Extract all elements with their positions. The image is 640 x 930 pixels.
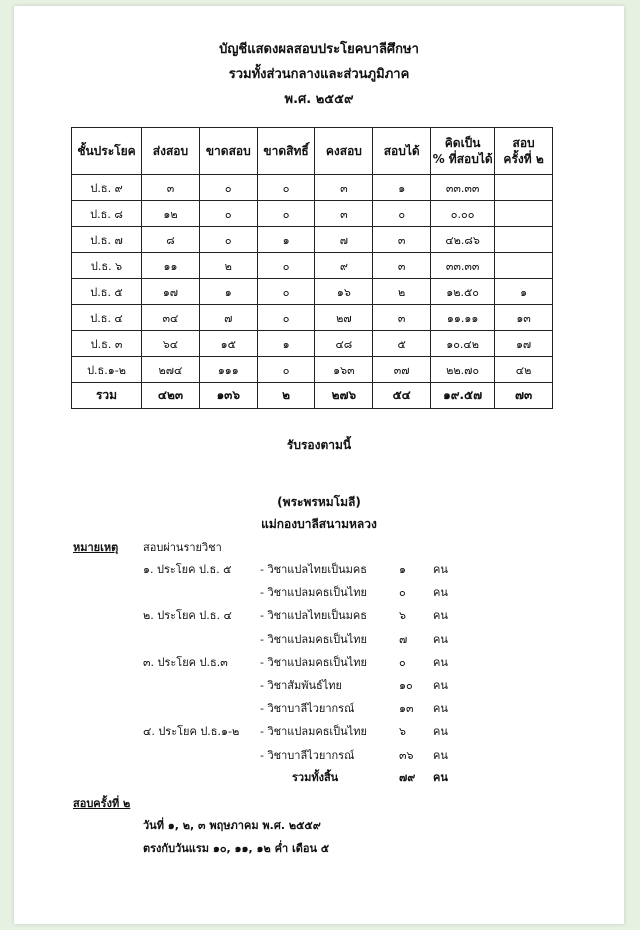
cell-passed: ๐ <box>373 201 431 227</box>
col-header-remaining: คงสอบ <box>315 128 373 175</box>
note-subject: - วิชาบาลีไวยากรณ์ <box>260 748 355 762</box>
note-unit: คน <box>433 632 448 646</box>
note-count: ๐ <box>399 586 406 600</box>
cell-total-percent: ๑๙.๕๗ <box>431 383 495 409</box>
note-subject: - วิชาสัมพันธ์ไทย <box>260 679 342 692</box>
note-count: ๑ <box>399 563 406 576</box>
col-header-disqualified: ขาดสิทธิ์ <box>257 128 315 175</box>
col-header-passed: สอบได้ <box>373 128 431 175</box>
document-page <box>14 6 624 924</box>
col-header-percent-line-1: คิดเป็น <box>444 136 481 150</box>
table-total-row <box>72 383 553 409</box>
cell-remaining: ๙ <box>315 253 373 279</box>
second-exam-lunar-date: ตรงกับวันแรม ๑๐, ๑๑, ๑๒ ค่ำ เดือน ๕ <box>143 842 330 855</box>
note-count: ๖ <box>399 609 406 623</box>
cell-absent: ๒ <box>199 253 257 279</box>
cell-disqualified: ๑ <box>257 331 315 357</box>
cell-level: ป.ธ. ๗ <box>72 227 142 253</box>
cell-remaining: ๓ <box>315 175 373 201</box>
cell-level: ป.ธ. ๓ <box>72 331 142 357</box>
cell-percent: ๒๒.๗๐ <box>431 357 495 383</box>
cell-total-remaining: ๒๗๖ <box>315 383 373 409</box>
cell-submitted: ๒๗๔ <box>142 357 200 383</box>
note-subject: - วิชาแปลไทยเป็นมคธ <box>260 563 367 576</box>
cell-passed: ๓ <box>373 253 431 279</box>
note-subject: - วิชาแปลไทยเป็นมคธ <box>260 609 367 623</box>
col-header-absent: ขาดสอบ <box>199 128 257 175</box>
cell-remaining: ๓ <box>315 201 373 227</box>
cell-remaining: ๒๗ <box>315 305 373 331</box>
col-header-second-line-1: สอบ <box>512 136 535 150</box>
cell-passed: ๓ <box>373 305 431 331</box>
col-header-percent-line-2: % ที่สอบได้ <box>432 152 493 166</box>
cell-second-exam: ๑๓ <box>495 305 553 331</box>
cell-absent: ๑ <box>199 279 257 305</box>
cell-disqualified: ๐ <box>257 175 315 201</box>
note-group: ๔. ประโยค ป.ธ.๑-๒ <box>143 725 240 739</box>
cell-percent: ๓๓.๓๓ <box>431 175 495 201</box>
note-group: ๑. ประโยค ป.ธ. ๕ <box>143 563 232 576</box>
table-row <box>72 305 553 331</box>
cell-percent: ๓๓.๓๓ <box>431 253 495 279</box>
title-year: พ.ศ. ๒๕๕๙ <box>284 92 354 107</box>
note-total-count: ๗๙ <box>399 771 416 784</box>
cell-submitted: ๑๗ <box>142 279 200 305</box>
table-row <box>72 279 553 305</box>
cell-passed: ๓ <box>373 227 431 253</box>
note-group: ๓. ประโยค ป.ธ.๓ <box>143 655 228 669</box>
table-row <box>72 175 553 201</box>
col-header-percent <box>431 128 495 175</box>
cell-submitted: ๖๔ <box>142 331 200 357</box>
cell-submitted: ๓ <box>142 175 200 201</box>
cell-total-disqualified: ๒ <box>257 383 315 409</box>
note-subject: - วิชาแปลมคธเป็นไทย <box>260 655 367 669</box>
cell-level: ป.ธ.๑-๒ <box>72 357 142 383</box>
cell-passed: ๒ <box>373 279 431 305</box>
table-row <box>72 331 553 357</box>
second-exam-date: วันที่ ๑, ๒, ๓ พฤษภาคม พ.ศ. ๒๕๕๙ <box>143 819 321 832</box>
cell-absent: ๑๑๑ <box>199 357 257 383</box>
cell-absent: ๐ <box>199 175 257 201</box>
signer-title: แม่กองบาลีสนามหลวง <box>261 517 377 531</box>
table-row <box>72 201 553 227</box>
note-subject: - วิชาแปลมคธเป็นไทย <box>260 632 367 646</box>
note-total-unit: คน <box>433 771 448 784</box>
col-header-level: ชั้นประโยค <box>72 128 142 175</box>
note-unit: คน <box>433 586 448 600</box>
note-intro: สอบผ่านรายวิชา <box>143 541 222 554</box>
cell-remaining: ๗ <box>315 227 373 253</box>
cell-absent: ๐ <box>199 227 257 253</box>
note-group: ๒. ประโยค ป.ธ. ๔ <box>143 609 232 623</box>
note-count: ๖ <box>399 725 406 739</box>
note-count: ๐ <box>399 655 406 669</box>
cell-submitted: ๓๔ <box>142 305 200 331</box>
cell-second-exam <box>495 175 553 201</box>
table-header-row <box>72 128 553 175</box>
cell-percent: ๑๐.๔๒ <box>431 331 495 357</box>
cell-remaining: ๑๖๓ <box>315 357 373 383</box>
cell-disqualified: ๐ <box>257 253 315 279</box>
cell-second-exam <box>495 227 553 253</box>
cell-passed: ๓๗ <box>373 357 431 383</box>
cell-remaining: ๔๘ <box>315 331 373 357</box>
cell-absent: ๑๕ <box>199 331 257 357</box>
note-unit: คน <box>433 655 448 669</box>
cell-disqualified: ๐ <box>257 201 315 227</box>
note-unit: คน <box>433 679 448 692</box>
title-line-2: รวมทั้งส่วนกลางและส่วนภูมิภาค <box>228 67 410 82</box>
cell-percent: ๑๒.๕๐ <box>431 279 495 305</box>
cell-level: ป.ธ. ๕ <box>72 279 142 305</box>
col-header-second-exam <box>495 128 553 175</box>
cell-passed: ๕ <box>373 331 431 357</box>
note-unit: คน <box>433 609 448 623</box>
note-unit: คน <box>433 748 448 762</box>
col-header-submitted: ส่งสอบ <box>142 128 200 175</box>
note-subject: - วิชาแปลมคธเป็นไทย <box>260 586 367 600</box>
cell-percent: ๑๑.๑๑ <box>431 305 495 331</box>
cell-second-exam: ๔๒ <box>495 357 553 383</box>
col-header-second-line-2: ครั้งที่ ๒ <box>503 152 544 166</box>
cell-total-second-exam: ๗๓ <box>495 383 553 409</box>
cell-percent: ๐.๐๐ <box>431 201 495 227</box>
note-count: ๓๖ <box>399 748 414 762</box>
note-unit: คน <box>433 702 448 716</box>
note-subject: - วิชาแปลมคธเป็นไทย <box>260 725 367 739</box>
certify-text: รับรองตามนี้ <box>286 438 352 452</box>
cell-second-exam: ๑ <box>495 279 553 305</box>
cell-absent: ๗ <box>199 305 257 331</box>
note-count: ๑๓ <box>399 702 414 716</box>
cell-submitted: ๑๑ <box>142 253 200 279</box>
cell-disqualified: ๑ <box>257 227 315 253</box>
note-count: ๑๐ <box>399 679 413 692</box>
cell-total-passed: ๕๔ <box>373 383 431 409</box>
cell-passed: ๑ <box>373 175 431 201</box>
cell-submitted: ๑๒ <box>142 201 200 227</box>
note-label: หมายเหตุ <box>73 541 119 554</box>
cell-submitted: ๘ <box>142 227 200 253</box>
cell-percent: ๔๒.๘๖ <box>431 227 495 253</box>
cell-remaining: ๑๖ <box>315 279 373 305</box>
cell-second-exam <box>495 253 553 279</box>
table-row <box>72 357 553 383</box>
note-subject: - วิชาบาลีไวยากรณ์ <box>260 702 355 716</box>
table-row <box>72 227 553 253</box>
note-count: ๗ <box>399 632 408 646</box>
cell-total-submitted: ๔๒๓ <box>142 383 200 409</box>
cell-total-absent: ๑๓๖ <box>199 383 257 409</box>
cell-level: ป.ธ. ๖ <box>72 253 142 279</box>
note-total-label: รวมทั้งสิ้น <box>292 771 339 784</box>
second-exam-label: สอบครั้งที่ ๒ <box>73 797 131 810</box>
results-table <box>71 127 553 409</box>
note-unit: คน <box>433 725 448 739</box>
note-unit: คน <box>433 563 448 576</box>
title-line-1: บัญชีแสดงผลสอบประโยคบาลีศึกษา <box>219 42 419 57</box>
signer-name: (พระพรหมโมลี) <box>277 495 361 509</box>
cell-disqualified: ๐ <box>257 357 315 383</box>
cell-second-exam: ๑๗ <box>495 331 553 357</box>
table-row <box>72 253 553 279</box>
cell-disqualified: ๐ <box>257 305 315 331</box>
cell-level: ป.ธ. ๙ <box>72 175 142 201</box>
cell-absent: ๐ <box>199 201 257 227</box>
cell-second-exam <box>495 201 553 227</box>
cell-disqualified: ๐ <box>257 279 315 305</box>
cell-level: ป.ธ. ๔ <box>72 305 142 331</box>
cell-total-label: รวม <box>72 383 142 409</box>
cell-level: ป.ธ. ๘ <box>72 201 142 227</box>
